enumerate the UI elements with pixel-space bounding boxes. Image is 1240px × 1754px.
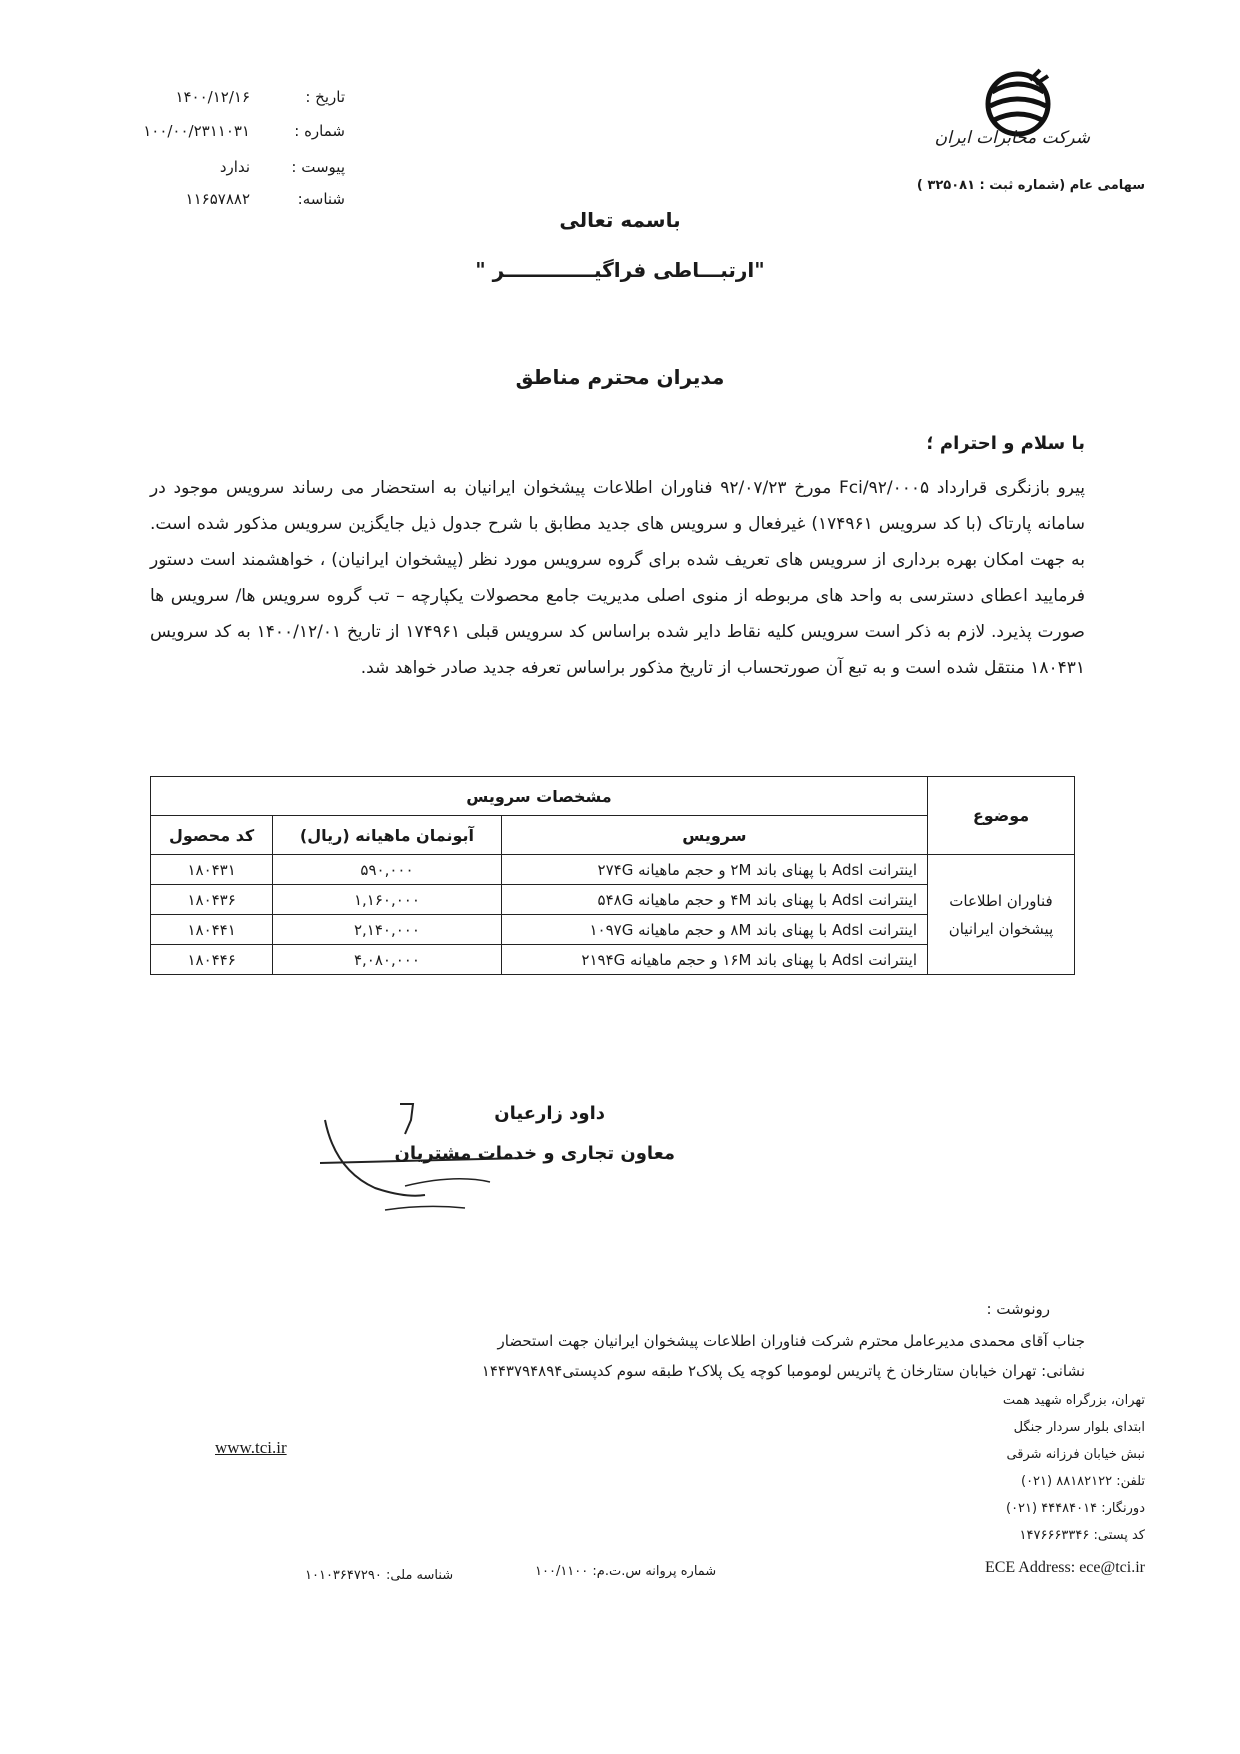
number-value: ۱۰۰/۰۰/۲۳۱۱۰۳۱ <box>143 122 250 140</box>
code-cell: ۱۸۰۴۳۱ <box>151 855 273 885</box>
meta-attachment <box>85 158 345 186</box>
letter-body: پیرو بازنگری قرارداد Fci/۹۲/۰۰۰۵ مورخ ۹۲/۰۷/۲۳ فناوران اطلاعات پیشخوان ایرانیان به استحضار می رساند سرویس موجود در سامانه پارتاک (با کد سرویس ۱۷۴۹۶۱) غیرفعال و سرویس های جدید مطابق با شرح جدول ذیل جایگزین سرویس مذکور شده است. به جهت امکان بهره برداری از سرویس های تعریف شده برای گروه سرویس مورد نظر (پیشخوان ایرانیان) ، خواهشمند است دستور فرمایید اعطای دسترسی به واحد های مربوطه از منوی اصلی مدیریت جامع محصولات یکپارچه – تب گروه سرویس ها/ سرویس ها صورت پذیرد. لازم به ذکر است سرویس کلیه نقاط دایر شده براساس کد سرویس قبلی ۱۷۴۹۶۱ از تاریخ ۱۴۰۰/۱۲/۰۱ به کد سرویس ۱۸۰۴۳۱ منتقل شده است و به تبع آن صورتحساب از تاریخ مذکور براساس تعرفه جدید صادر خواهد شد. <box>150 478 1086 678</box>
date-label: تاریخ : <box>305 88 345 106</box>
number-label: شماره : <box>294 122 345 140</box>
footer-national-id: شناسه ملی: ۱۰۱۰۳۶۴۷۲۹۰ <box>305 1568 454 1583</box>
fee-cell: ۱,۱۶۰,۰۰۰ <box>273 885 501 915</box>
attachment-label: پیوست : <box>291 158 345 176</box>
footer-ece-address: ECE Address: ece@tci.ir <box>984 1559 1145 1576</box>
attachment-value: ندارد <box>219 158 250 176</box>
greeting: با سلام و احترام ؛ <box>926 433 1085 454</box>
id-value: ۱۱۶۵۷۸۸۲ <box>185 190 250 208</box>
header-code: کد محصول <box>151 816 273 855</box>
service-cell: اینترانت Adsl با پهنای باند ۴M و حجم ماهیانه ۵۴۸G <box>501 885 927 915</box>
footer-phone: تلفن: ۸۸۱۸۲۱۲۲ (۰۲۱) <box>1020 1474 1145 1489</box>
company-name: شرکت مخابرات ایران <box>934 128 1090 148</box>
footer-address-line: نبش خیابان فرزانه شرقی <box>1006 1447 1145 1462</box>
addressee: مدیران محترم مناطق <box>515 365 725 389</box>
subject-cell: فناوران اطلاعات پیشخوان ایرانیان <box>928 855 1075 975</box>
table-row <box>151 855 1075 885</box>
footer-license: شماره پروانه س.ت.م: ۱۰۰/۱۱۰۰ <box>535 1564 717 1579</box>
code-cell: ۱۸۰۴۴۱ <box>151 915 273 945</box>
header-subject: موضوع <box>928 777 1075 855</box>
footer-address-line: ابتدای بلوار سردار جنگل <box>1013 1420 1145 1435</box>
cc-recipient: جناب آقای محمدی مدیرعامل محترم شرکت فناوران اطلاعات پیشخوان ایرانیان جهت استحضار <box>497 1332 1085 1350</box>
service-cell: اینترانت Adsl با پهنای باند ۲M و حجم ماهیانه ۲۷۴G <box>501 855 927 885</box>
footer-postal: کد پستی: ۱۴۷۶۶۶۳۳۴۶ <box>1019 1528 1145 1543</box>
service-table <box>150 776 1075 975</box>
code-cell: ۱۸۰۴۴۶ <box>151 945 273 975</box>
subject-title: "ارتبـــاطی فراگیـــــــــــــر " <box>475 258 765 282</box>
service-cell: اینترانت Adsl با پهنای باند ۸M و حجم ماهیانه ۱۰۹۷G <box>501 915 927 945</box>
bism-heading: باسمه تعالی <box>559 208 681 232</box>
meta-number <box>85 122 345 150</box>
cc-address: نشانی: تهران خیابان ستارخان خ پاتریس لومومبا کوچه یک پلاک۲ طبقه سوم کدپستی۱۴۴۳۷۹۴۸۹۴ <box>481 1362 1085 1380</box>
header-service: سرویس <box>501 816 927 855</box>
meta-date <box>85 88 345 116</box>
signer-name: داود زارعیان <box>494 1103 605 1124</box>
footer-fax: دورنگار: ۴۴۴۸۴۰۱۴ (۰۲۱) <box>1005 1501 1145 1516</box>
website-link[interactable]: www.tci.ir <box>215 1438 287 1457</box>
company-registration: سهامی عام (شماره ثبت : ۳۲۵۰۸۱ ) <box>916 178 1145 193</box>
header-spec: مشخصات سرویس <box>151 777 928 816</box>
signer-title: معاون تجاری و خدمات مشتریان <box>394 1143 675 1164</box>
cc-label: رونوشت : <box>986 1300 1050 1318</box>
table-header-row <box>151 777 1075 816</box>
code-cell: ۱۸۰۴۳۶ <box>151 885 273 915</box>
header-fee: آبونمان ماهیانه (ریال) <box>273 816 501 855</box>
service-cell: اینترانت Adsl با پهنای باند ۱۶M و حجم ماهیانه ۲۱۹۴G <box>501 945 927 975</box>
fee-cell: ۵۹۰,۰۰۰ <box>273 855 501 885</box>
date-value: ۱۴۰۰/۱۲/۱۶ <box>175 88 250 106</box>
id-label: شناسه: <box>297 190 345 208</box>
fee-cell: ۲,۱۴۰,۰۰۰ <box>273 915 501 945</box>
fee-cell: ۴,۰۸۰,۰۰۰ <box>273 945 501 975</box>
footer-address-line: تهران، بزرگراه شهید همت <box>1002 1393 1145 1408</box>
